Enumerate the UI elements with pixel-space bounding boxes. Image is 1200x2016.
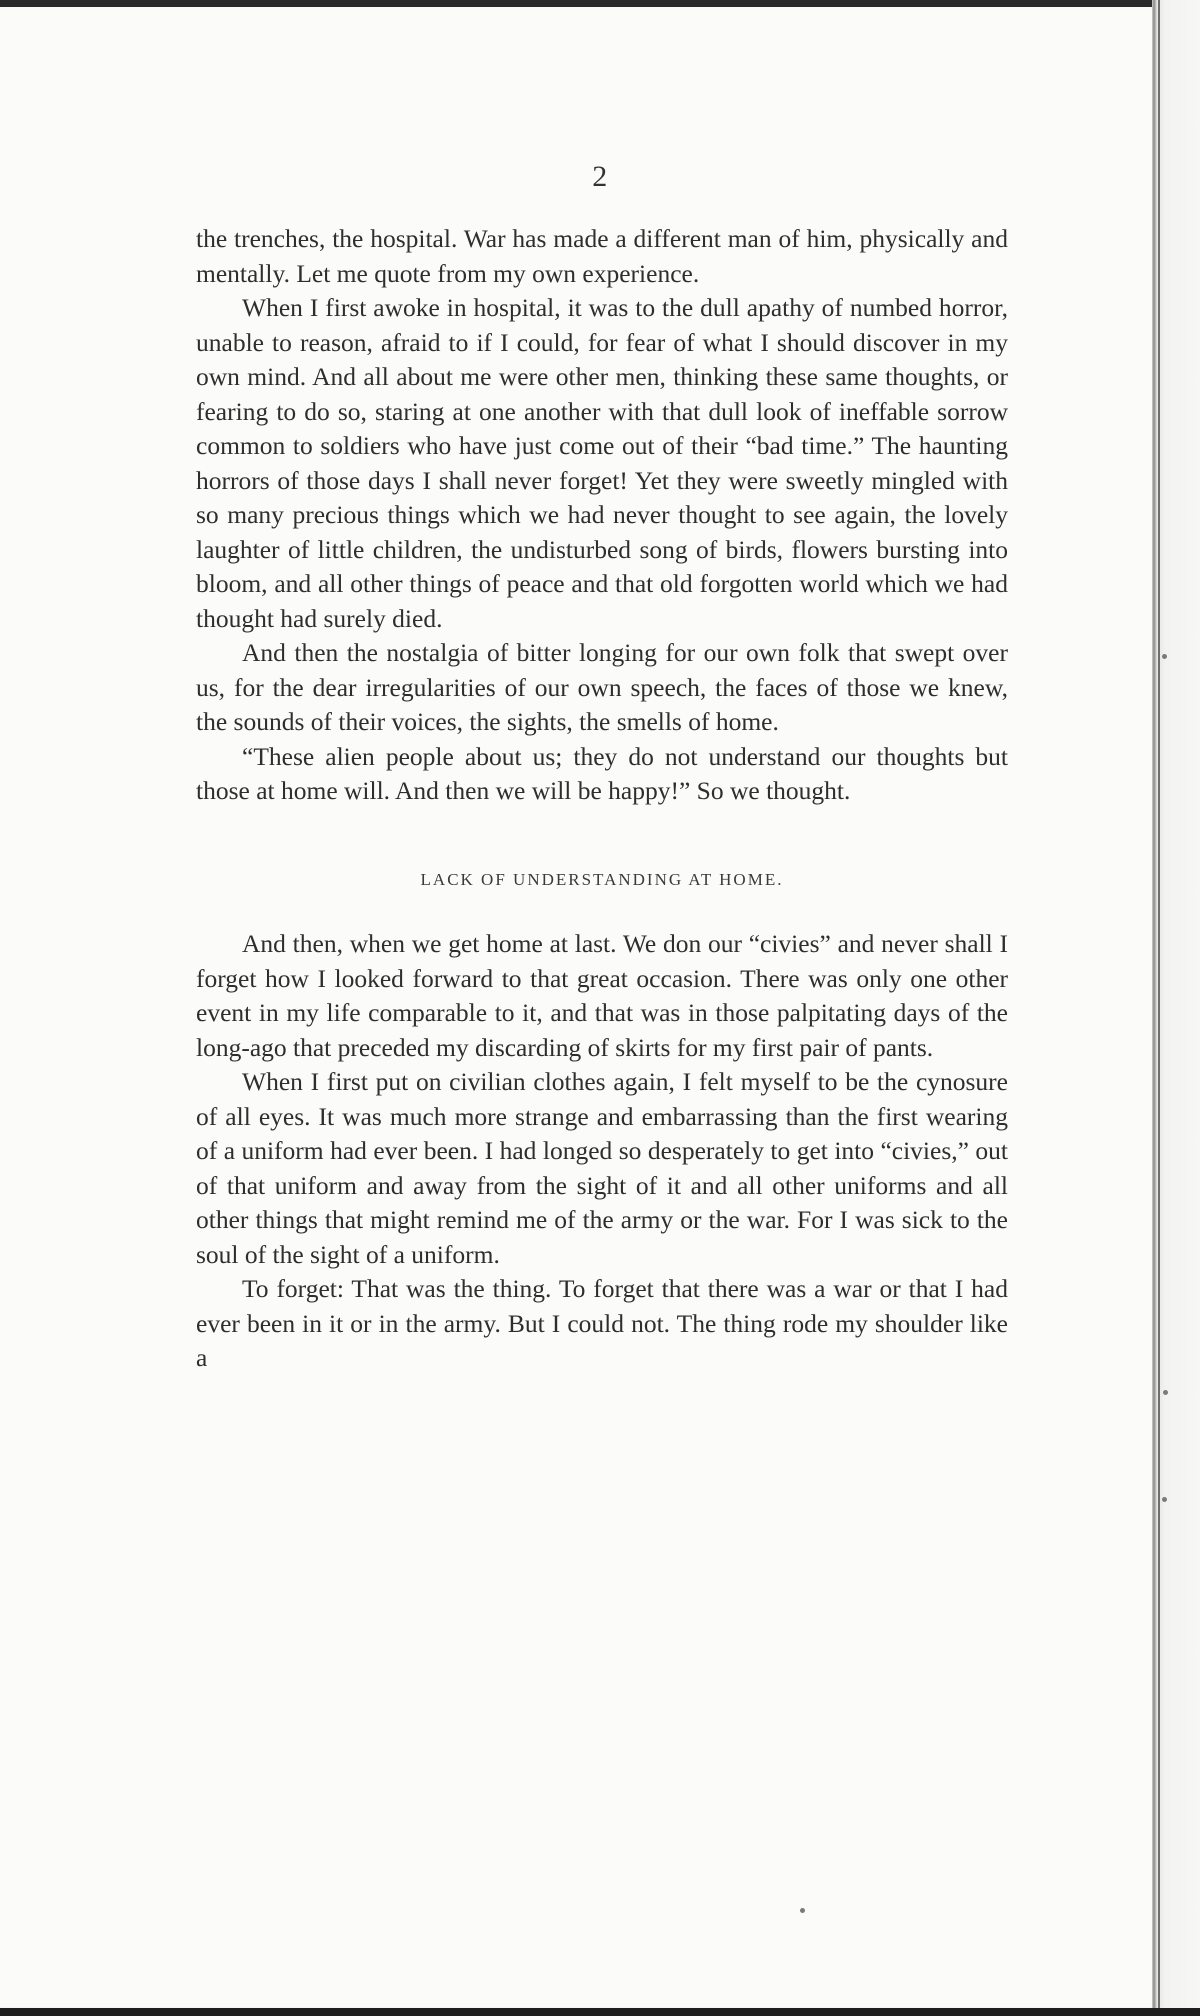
- scan-speck: [1162, 1497, 1167, 1502]
- scan-top-border: [0, 0, 1200, 7]
- body-text: [196, 222, 1008, 1376]
- paragraph-6: When I first put on civilian clothes again, I felt myself to be the cynosure of all eyes. It was much more strange and embarrassing than the first wearing of a uniform had ever been. I had longed so desperately to get into “civies,” out of that uniform and away from the sight of it and all other uniforms and all other things that might remind me of the army or the war. For I was sick to the soul of the sight of a uniform.: [196, 1067, 1008, 1269]
- scan-bottom-border: [0, 2008, 1200, 2016]
- page-number: 2: [592, 160, 608, 193]
- scan-speck: [800, 1908, 805, 1913]
- scan-speck: [1163, 1390, 1168, 1395]
- paragraph-4: “These alien people about us; they do not understand our thoughts but those at home will. And then we will be happy!” So we thought.: [196, 741, 1008, 805]
- scan-speck: [1162, 654, 1167, 659]
- paragraph-2: When I first awoke in hospital, it was to the dull apathy of numbed horror, unable to reason, afraid to if I could, for fear of what I should discover in my own mind. And all about me were other men, thinking these same thoughts, or fearing to do so, staring at one another with that dull look of ineffable sorrow common to soldiers who have just come out of their “bad time.” The haunting horrors of those days I shall never forget! Yet they were sweetly mingled with so many precious things which we had never thought to see again, the lovely laughter of little children, the undisturbed song of birds, flowers bursting into bloom, and all other things of peace and that old forgotten world which we had thought had surely died.: [196, 293, 1008, 633]
- paragraph-3: And then the nostalgia of bitter longing for our own folk that swept over us, for the dear irregularities of our own speech, the faces of those we knew, the sounds of their voices, the sights, the smells of home.: [196, 638, 1008, 736]
- paragraph-5: And then, when we get home at last. We don our “civies” and never shall I forget how I looked forward to that great occasion. There was only one other event in my life comparable to it, and that was in those palpitating days of the long-ago that preceded my discarding of skirts for my first pair of pants.: [196, 929, 1008, 1062]
- paragraph-7: To forget: That was the thing. To forget that there was a war or that I had ever been in it or in the army. But I could not. The thing rode my shoulder like a: [196, 1274, 1008, 1372]
- paragraph-1: the trenches, the hospital. War has made a different man of him, physically and mentally. Let me quote from my own experience.: [196, 224, 1008, 288]
- section-heading: LACK OF UNDERSTANDING AT HOME.: [420, 869, 784, 889]
- binding-edge-line: [1158, 0, 1160, 2016]
